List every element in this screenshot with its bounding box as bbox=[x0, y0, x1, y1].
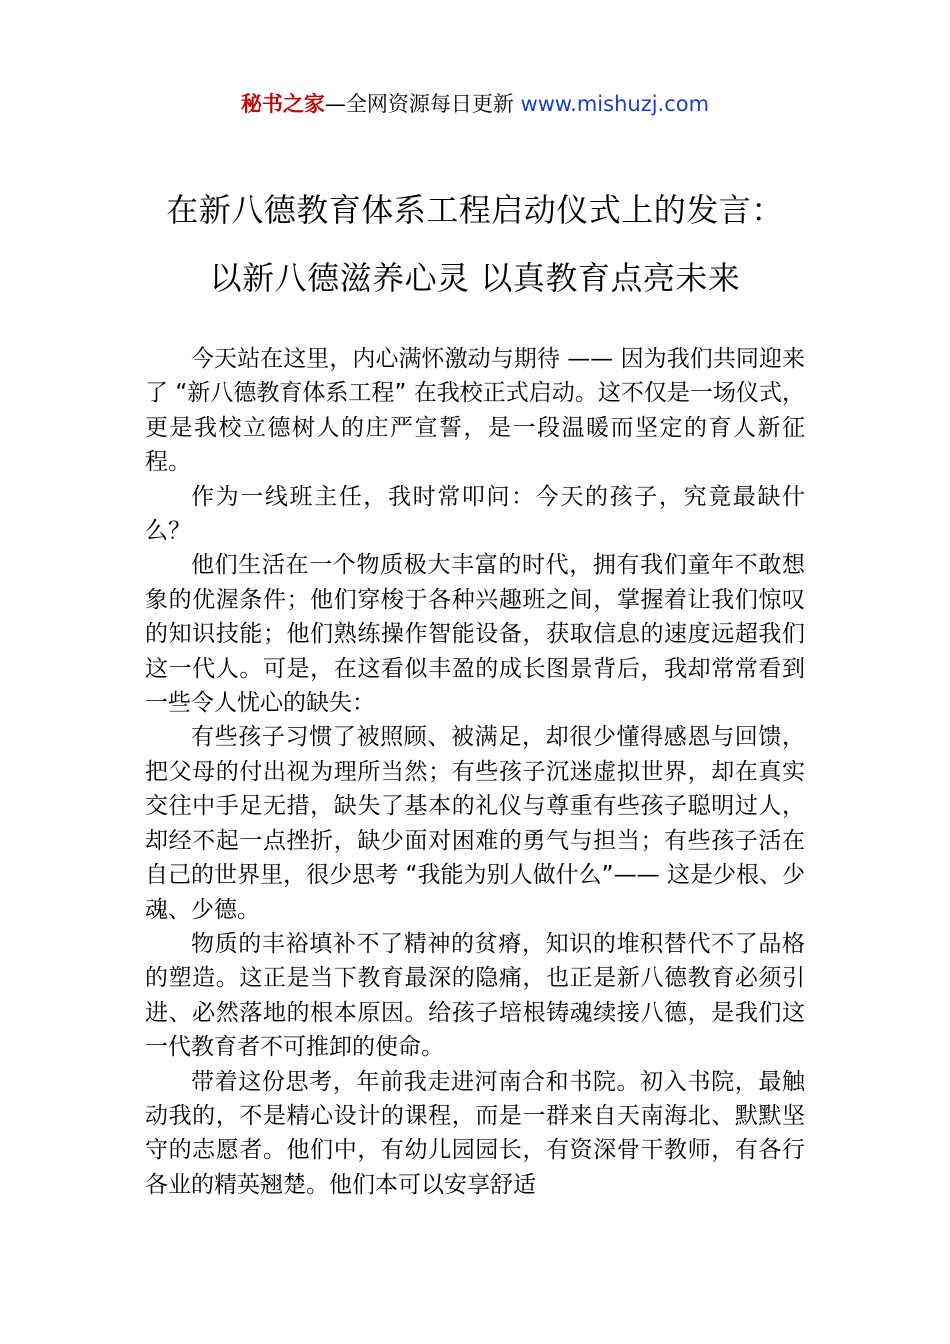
document-body bbox=[145, 342, 805, 1202]
site-header bbox=[0, 88, 950, 120]
paragraph: 他们生活在一个物质极大丰富的时代，拥有我们童年不敢想象的优渥条件；他们穿梭于各种兴趣班之间，掌握着让我们惊叹的知识技能；他们熟练操作智能设备，获取信息的速度远超我们这一代人。可是，在这看似丰盈的成长图景背后，我却常常看到一些令人忧心的缺失： bbox=[145, 552, 805, 717]
paragraph: 作为一线班主任，我时常叩问：今天的孩子，究竟最缺什么？ bbox=[145, 483, 805, 545]
paragraph: 物质的丰裕填补不了精神的贫瘠，知识的堆积替代不了品格的塑造。这正是当下教育最深的隐痛，也正是新八德教育必须引进、必然落地的根本原因。给孩子培根铸魂续接八德，是我们这一代教育者不可推卸的使命。 bbox=[145, 930, 805, 1061]
site-brand: 秘书之家 bbox=[240, 92, 325, 116]
site-tagline: —全网资源每日更新 bbox=[324, 92, 521, 116]
title-line-1: 在新八德教育体系工程启动仪式上的发言： bbox=[166, 191, 784, 229]
paragraph: 有些孩子习惯了被照顾、被满足，却很少懂得感恩与回馈，把父母的付出视为理所当然；有些孩子沉迷虚拟世界，却在真实交往中手足无措，缺失了基本的礼仪与尊重有些孩子聪明过人，却经不起一点挫折，缺少面对困难的勇气与担当；有些孩子活在自己的世界里，很少思考 “我能为别人做什么”—— 这是少根、少魂、少德。 bbox=[145, 724, 805, 923]
site-url: www.mishuzj.com bbox=[520, 92, 710, 116]
paragraph: 今天站在这里，内心满怀激动与期待 —— 因为我们共同迎来了 “新八德教育体系工程” 在我校正式启动。这不仅是一场仪式，更是我校立德树人的庄严宣誓，是一段温暖而坚定的育人新征程。 bbox=[145, 346, 805, 476]
title-line-2: 以新八德滋养心灵 以真教育点亮未来 bbox=[209, 259, 741, 297]
paragraph: 带着这份思考，年前我走进河南合和书院。初入书院，最触动我的，不是精心设计的课程，而是一群来自天南海北、默默坚守的志愿者。他们中，有幼儿园园长，有资深骨干教师，有各行各业的精英翘楚。他们本可以安享舒适 bbox=[145, 1068, 805, 1198]
